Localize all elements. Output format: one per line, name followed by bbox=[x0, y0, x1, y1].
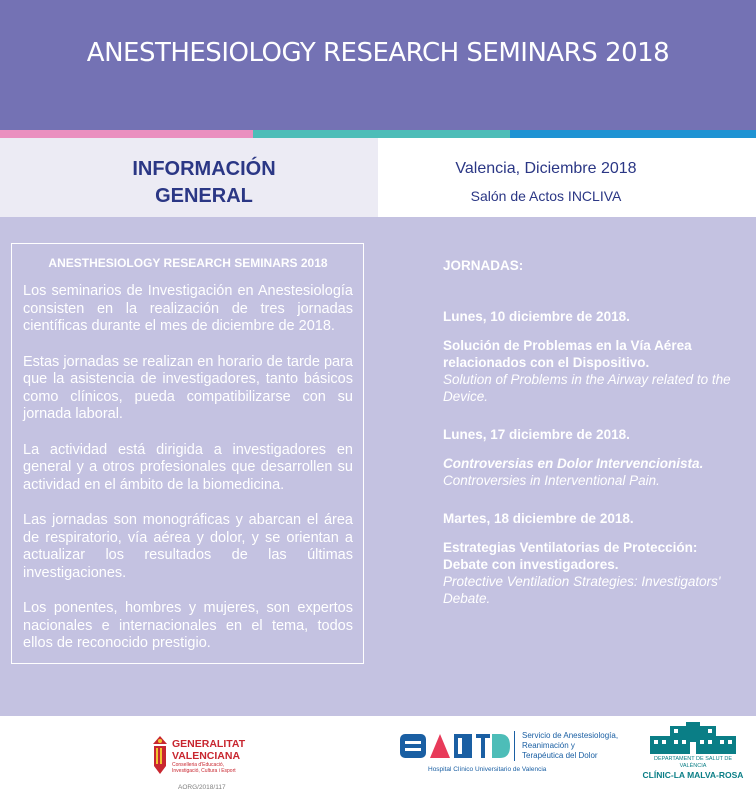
session-title: Estrategias Ventilatorias de Protección: Debate con investigadores. bbox=[443, 540, 698, 572]
info-title-line1: INFORMACIÓN bbox=[132, 158, 276, 180]
santd-service-line1: Servicio de Anestesiología, bbox=[522, 731, 619, 740]
session-date: Lunes, 10 diciembre de 2018. bbox=[443, 309, 630, 324]
stripe-teal bbox=[253, 130, 510, 138]
generalitat-line2: VALENCIANA bbox=[172, 750, 241, 762]
generalitat-sub2: Investigació, Cultura i Esport bbox=[172, 768, 236, 774]
santd-logo-icon bbox=[400, 731, 510, 761]
session-date: Lunes, 17 diciembre de 2018. bbox=[443, 427, 630, 442]
description-paragraph: Los ponentes, hombres y mujeres, son expertos nacionales e internacionales en el tema, todos ellos de reconocido prestigio. bbox=[23, 600, 353, 651]
session-3 bbox=[443, 511, 743, 607]
description-paragraph: Las jornadas son monográficas y abarcan el área de respiratorio, vía aérea y dolor, y se orientan a actualizar los resultados de las últimas investigaciones. bbox=[23, 512, 353, 581]
page-title: ANESTHESIOLOGY RESEARCH SEMINARS 2018 bbox=[86, 38, 670, 68]
session-1 bbox=[443, 309, 743, 405]
registration-code: AORG/2018/117 bbox=[178, 784, 226, 791]
session-title-english: Solution of Problems in the Airway related to the Device. bbox=[443, 372, 731, 404]
agenda bbox=[443, 258, 743, 629]
department-building-icon bbox=[650, 722, 736, 754]
description-paragraph: Los seminarios de Investigación en Anestesiología consisten en la realización de tres jornadas científicas durante el mes de diciembre de 2018. bbox=[23, 283, 353, 334]
session-title: Controversias en Dolor Intervencionista. bbox=[443, 456, 704, 471]
venue: Salón de Actos INCLIVA bbox=[470, 188, 622, 204]
header-banner bbox=[0, 0, 756, 130]
description-title: ANESTHESIOLOGY RESEARCH SEMINARS 2018 bbox=[48, 256, 328, 270]
generalitat-name bbox=[172, 738, 245, 762]
info-title-line2: GENERAL bbox=[155, 185, 253, 207]
description-paragraph: La actividad está dirigida a investigadores en general y a otros profesionales que desarrollen su actividad en el ámbito de la biomedicina. bbox=[23, 441, 353, 493]
footer bbox=[0, 716, 756, 794]
agenda-heading: JORNADAS: bbox=[443, 258, 524, 273]
event-details bbox=[378, 138, 756, 217]
santd-service-name bbox=[522, 731, 618, 761]
session-title-english: Protective Ventilation Strategies: Investigators' Debate. bbox=[443, 574, 721, 606]
stripe-pink bbox=[0, 130, 253, 138]
description-box bbox=[11, 243, 364, 664]
generalitat-sub1: Conselleria d'Educació, bbox=[172, 762, 225, 768]
generalitat-line1: GENERALITAT bbox=[172, 738, 246, 750]
stripe-blue bbox=[510, 130, 756, 138]
session-date: Martes, 18 diciembre de 2018. bbox=[443, 511, 634, 526]
session-title: Solución de Problemas en la Vía Aérea relacionados con el Dispositivo. bbox=[443, 338, 692, 370]
department-hospital: CLÍNIC-LA MALVA-ROSA bbox=[642, 770, 744, 780]
description-paragraph: Estas jornadas se realizan en horario de tarde para que la asistencia de investigadores, tanto básicos como clínicos, pueda compatibilizarse con su jornada laboral. bbox=[23, 353, 353, 422]
generalitat-department bbox=[172, 762, 236, 774]
generalitat-emblem-icon bbox=[150, 734, 170, 776]
department-name: DEPARTAMENT DE SALUT DE VALÈNCIA bbox=[653, 756, 733, 769]
santd-service-line2: Reanimación y bbox=[522, 741, 575, 750]
session-2 bbox=[443, 427, 743, 489]
info-title bbox=[0, 156, 408, 210]
santd-service-line3: Terapéutica del Dolor bbox=[522, 751, 598, 760]
info-panel bbox=[0, 138, 378, 217]
city-date: Valencia, Diciembre 2018 bbox=[455, 160, 637, 177]
hospital-name: Hospital Clínico Universitario de Valencia bbox=[428, 766, 547, 773]
session-title-english: Controversies in Interventional Pain. bbox=[443, 473, 660, 488]
santd-divider bbox=[514, 731, 515, 761]
